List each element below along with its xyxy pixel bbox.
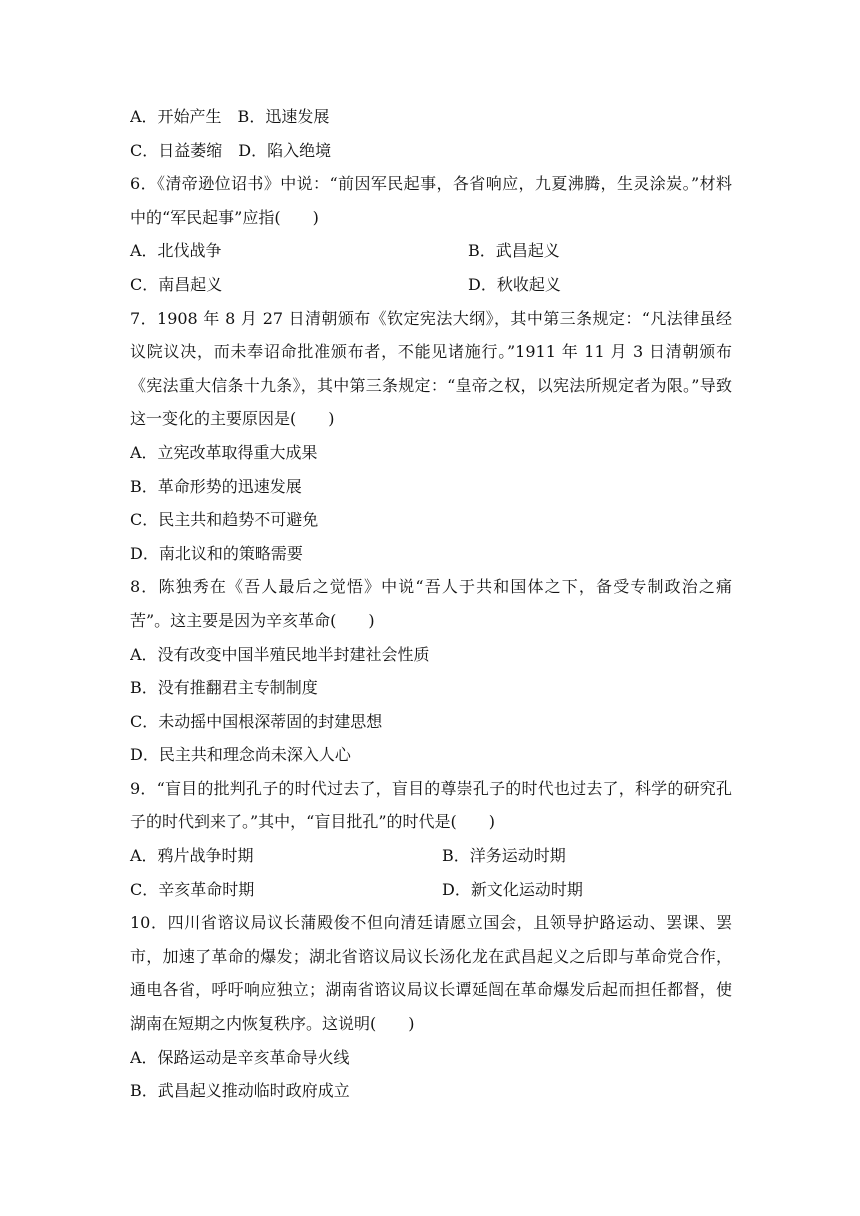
q10-option-a: A．保路运动是辛亥革命导火线 bbox=[130, 1047, 350, 1067]
q9-option-a: A．鸦片战争时期 bbox=[130, 846, 254, 866]
q6-option-b: B．武昌起义 bbox=[468, 241, 560, 261]
question-list bbox=[130, 100, 732, 1108]
q10-option-b: B．武昌起义推动临时政府成立 bbox=[130, 1081, 350, 1101]
q6-options-row-1 bbox=[130, 234, 732, 268]
q5-options-line-2: C．日益萎缩 D．陷入绝境 bbox=[130, 140, 332, 160]
q8-option-c: C．未动摇中国根深蒂固的封建思想 bbox=[130, 711, 383, 731]
q7-option-a: A．立宪改革取得重大成果 bbox=[130, 442, 318, 462]
q6-options-row-2 bbox=[130, 268, 732, 302]
q10-stem: 10．四川省谘议局议长蒲殿俊不但向清廷请愿立国会，且领导护路运动、罢课、罢市，加速了革命的爆发；湖北省谘议局议长汤化龙在武昌起义之后即与革命党合作，通电各省，呼吁响应独立；湖南省谘议局议长谭延闿在革命爆发后起而担任都督，使湖南在短期之内恢复秩序。这说明( ) bbox=[130, 913, 732, 1034]
q8-option-b: B．没有推翻君主专制制度 bbox=[130, 678, 318, 698]
q8-stem: 8．陈独秀在《吾人最后之觉悟》中说“吾人于共和国体之下，备受专制政治之痛苦”。这主要是因为辛亥革命( ) bbox=[130, 577, 732, 630]
q9-options-row-1 bbox=[130, 839, 732, 873]
q6-option-c: C．南昌起义 bbox=[130, 274, 223, 294]
q6-stem: 6．《清帝逊位诏书》中说：“前因军民起事，各省响应，九夏沸腾，生灵涂炭。”材料中的“军民起事”应指( ) bbox=[130, 174, 732, 227]
q8-option-d: D．民主共和理念尚未深入人心 bbox=[130, 745, 351, 765]
q8-option-a: A．没有改变中国半殖民地半封建社会性质 bbox=[130, 644, 430, 664]
q7-option-b: B．革命形势的迅速发展 bbox=[130, 476, 302, 496]
q9-option-b: B．洋务运动时期 bbox=[442, 846, 566, 866]
q6-option-d: D．秋收起义 bbox=[468, 274, 561, 294]
q9-options-row-2 bbox=[130, 873, 732, 907]
q9-option-d: D．新文化运动时期 bbox=[442, 879, 583, 899]
q9-stem: 9．“盲目的批判孔子的时代过去了，盲目的尊崇孔子的时代也过去了，科学的研究孔子的时代到来了。”其中，“盲目批孔”的时代是( ) bbox=[130, 778, 732, 832]
q5-options-line-1: A．开始产生 B．迅速发展 bbox=[130, 107, 330, 126]
q9-option-c: C．辛亥革命时期 bbox=[130, 879, 255, 899]
q7-stem: 7．1908 年 8 月 27 日清朝颁布《钦定宪法大纲》，其中第三条规定：“凡法律虽经议院议决，而未奉诏命批准颁布者，不能见诸施行。”1911 年 11 月 3 日清朝颁布《宪法重大信条十九条》，其中第三条规定：“皇帝之权，以宪法所规定者为限。”导致这一变化的主要原因是( ) bbox=[130, 308, 732, 429]
q7-option-c: C．民主共和趋势不可避免 bbox=[130, 510, 319, 530]
q6-option-a: A．北伐战争 bbox=[130, 241, 222, 261]
q7-option-d: D．南北议和的策略需要 bbox=[130, 543, 303, 563]
